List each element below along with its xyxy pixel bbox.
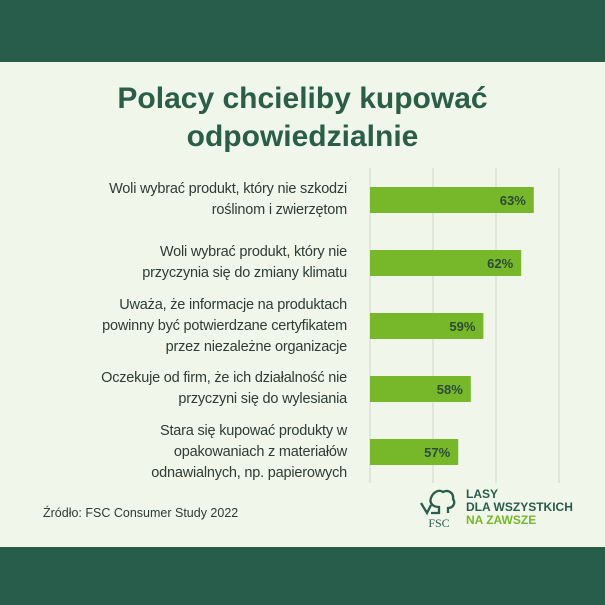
category-label-line: Woli wybrać produkt, który nie szkodzi (109, 181, 347, 197)
source-note: Źródło: FSC Consumer Study 2022 (43, 506, 239, 520)
category-label-line: odnawialnych, np. papierowych (151, 464, 347, 481)
category-label-line: przez niezależne organizacje (165, 338, 347, 355)
category-label-line: opakowaniach z materiałów (173, 443, 347, 460)
fsc-tree-icon (418, 485, 460, 529)
category-label-line: roślinom i zwierzętom (211, 202, 347, 218)
logo-line-1: LASY (466, 486, 499, 501)
fsc-logo (418, 485, 573, 529)
category-label-line: przyczynia się do zmiany klimatu (142, 265, 347, 281)
category-label-line: powinny być potwierdzane certyfikatem (102, 317, 347, 334)
data-label: 59% (449, 319, 476, 334)
data-label: 58% (436, 382, 463, 397)
category-label-line: Stara się kupować produkty w (159, 422, 347, 439)
fsc-brand-text: FSC (428, 516, 450, 529)
category-label-line: Uważa, że informacje na produktach (119, 296, 347, 313)
category-label-line: Woli wybrać produkt, który nie (159, 244, 347, 260)
title-line-2: odpowiedzialnie (186, 120, 419, 153)
category-label-line: przyczyni się do wylesiania (178, 391, 347, 407)
data-label: 57% (424, 445, 451, 460)
data-label: 62% (487, 256, 514, 271)
logo-line-3: NA ZAWSZE (466, 512, 537, 527)
title-line-1: Polacy chcieliby kupować (117, 82, 488, 115)
logo-line-2: DLA WSZYSTKICH (466, 499, 573, 514)
data-label: 63% (499, 193, 526, 208)
category-label-line: Oczekuje od firm, że ich działalność nie (101, 370, 347, 386)
